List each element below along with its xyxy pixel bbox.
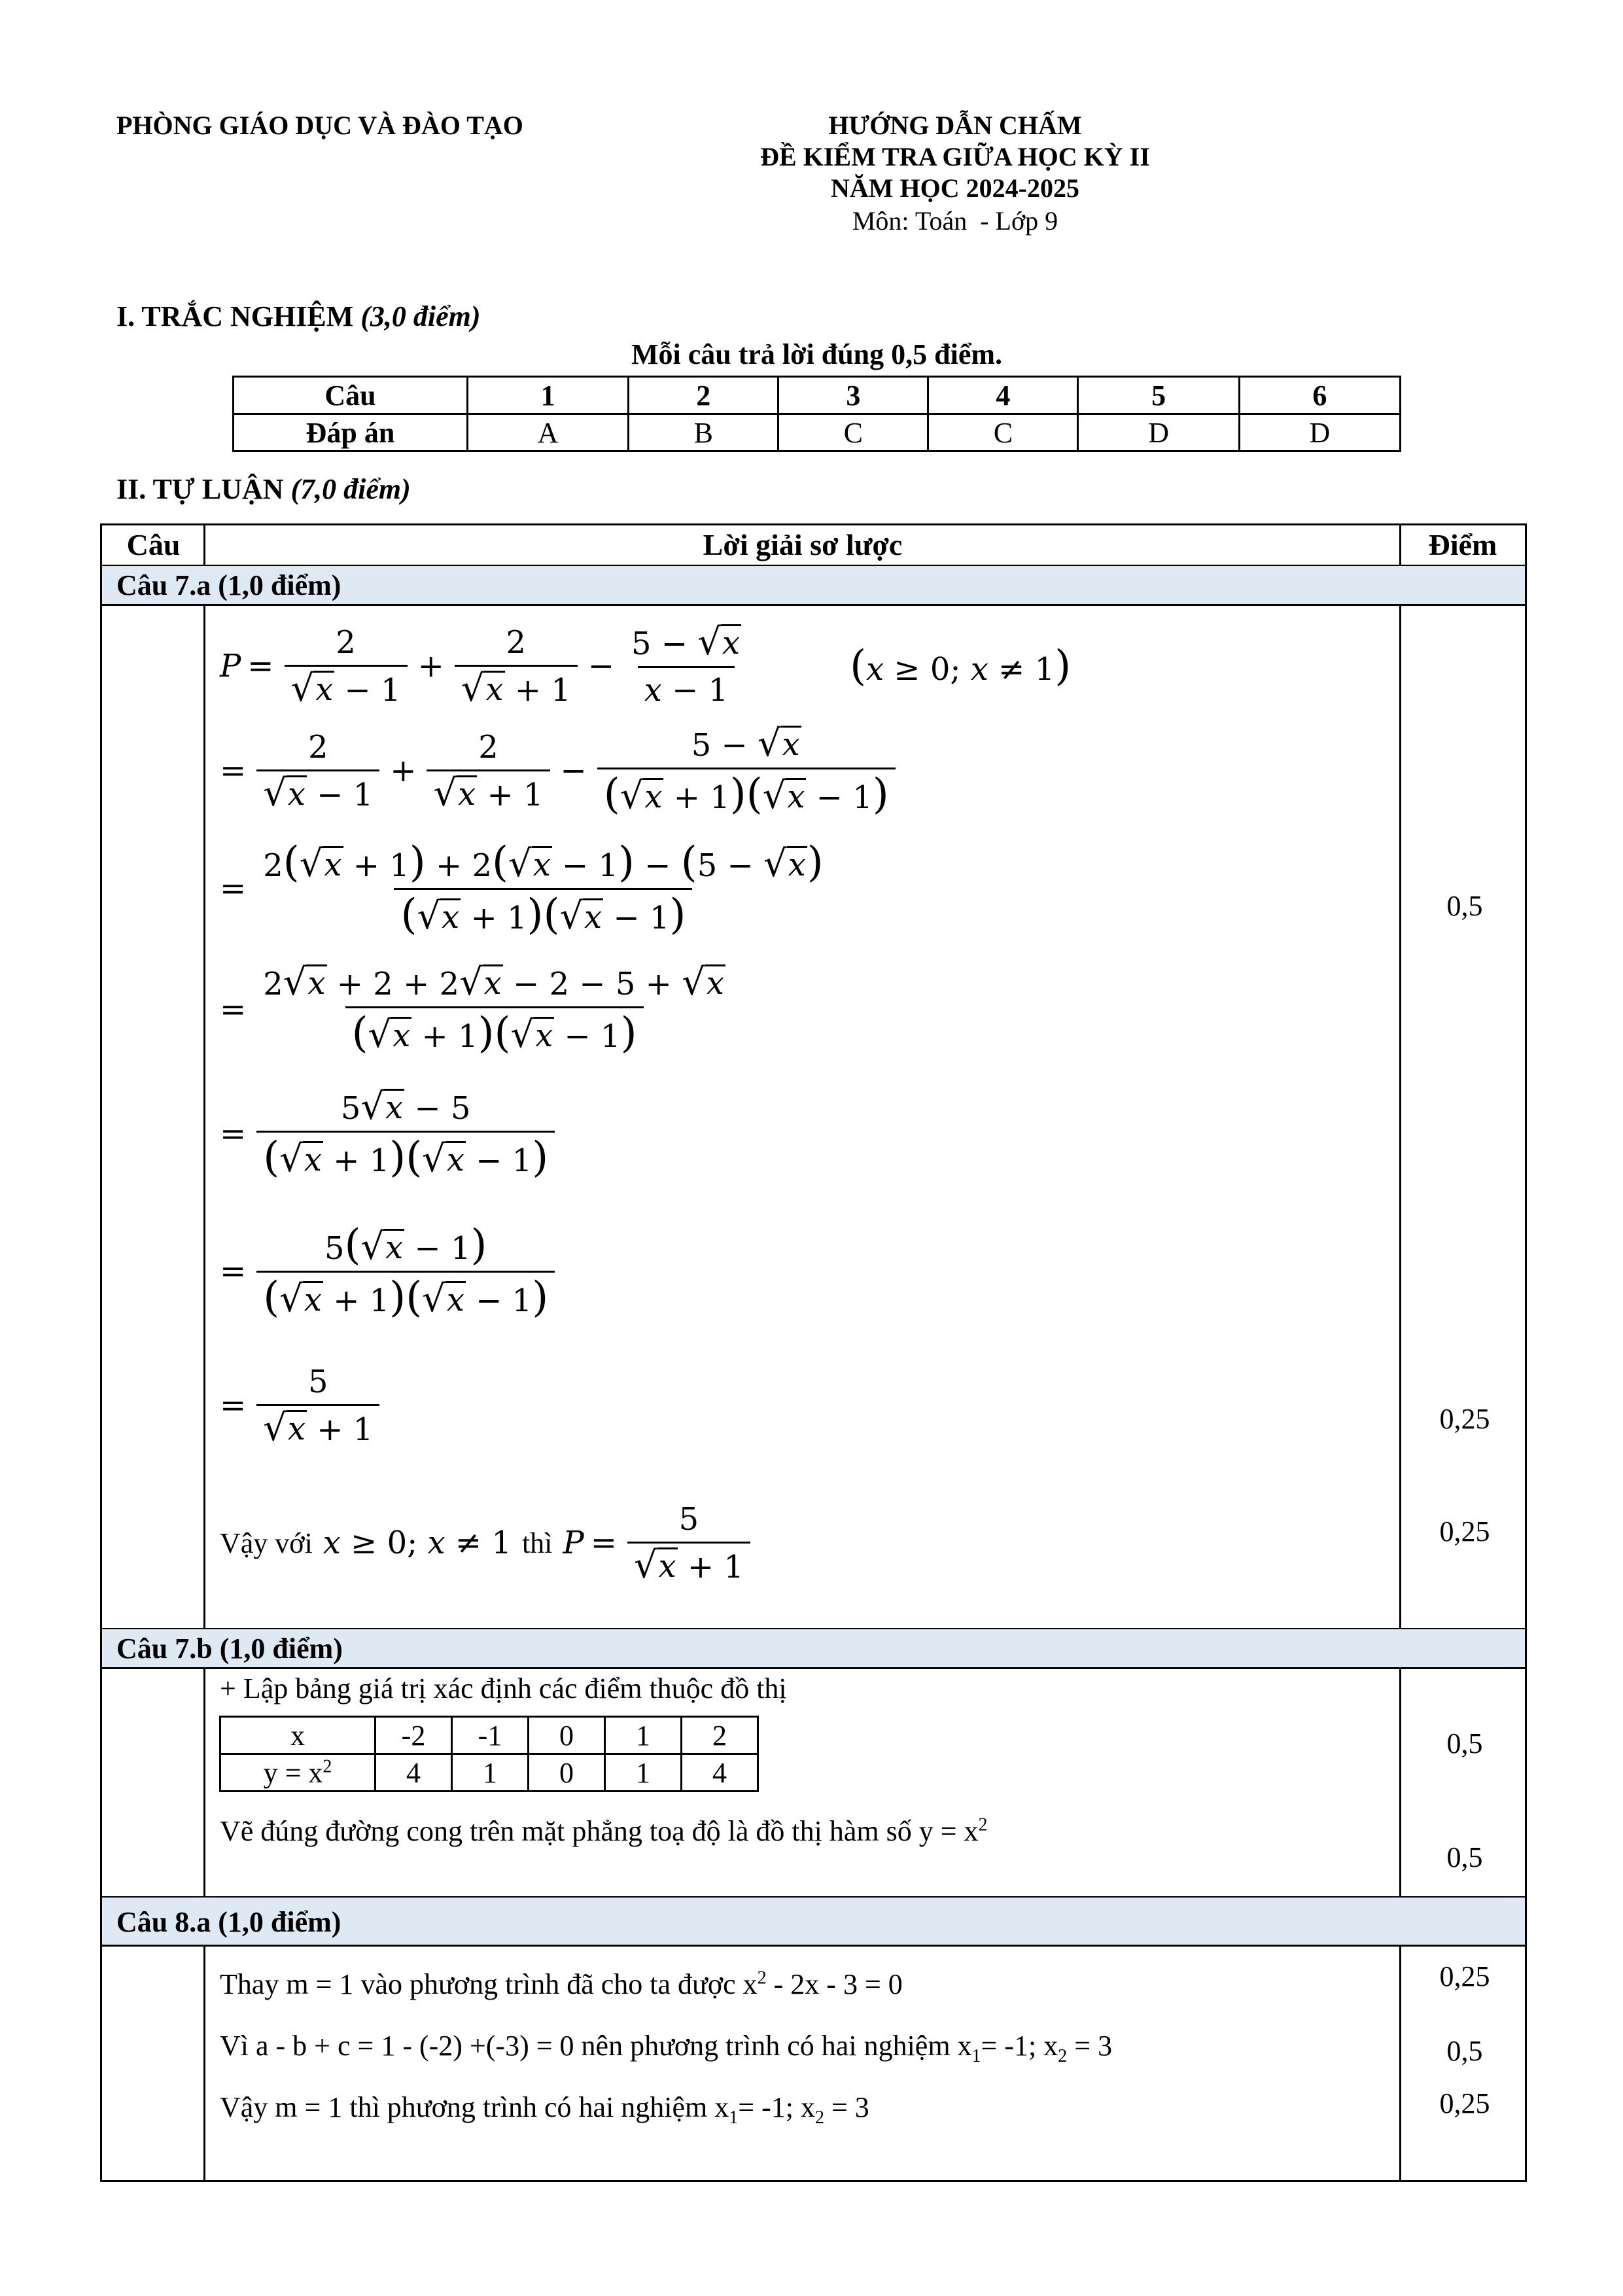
q8a-line-2-c: = 3: [1067, 2030, 1113, 2062]
q8a-line-1: Thay m = 1 vào phương trình đã cho ta được $x^2 - 2x - 3 = 0$: [220, 1968, 903, 2000]
x-value: -1: [452, 1717, 529, 1754]
q7b-intro: + Lập bảng giá trị xác định các điểm thuộc đồ thị: [220, 1672, 787, 1704]
doc-title: HƯỚNG DẪN CHẤM: [828, 111, 1082, 140]
mc-answer-1: A: [468, 414, 629, 451]
score-8a-1: 0,25: [1439, 1960, 1490, 1992]
heading-8a-text: Câu 8.a (1,0 điểm): [116, 1906, 341, 1938]
q8a-line-1-tail: - 2x - 3 = 0: [766, 1968, 903, 2000]
value-table: [219, 1716, 759, 1792]
col-header-question: Câu: [126, 528, 181, 561]
section-heading-7b: [102, 1629, 1525, 1667]
q8a-line-3: Vậy m = 1 thì phương trình có hai nghiệm $x_1= -1$; $x_2 = 3$: [220, 2091, 869, 2128]
multiple-choice-table: [232, 376, 1401, 452]
x-value: 0: [529, 1717, 605, 1754]
school-year: NĂM HỌC 2024-2025: [831, 173, 1079, 203]
subject-grade: Môn: Toán - Lớp 9: [852, 206, 1058, 236]
math-step-2: = 2 √ x − 1 + 2 √ x + 1 − 5 − √ x ( √ x + 1)( √ x − 1): [220, 722, 899, 820]
divider: [102, 1945, 1525, 1947]
mc-answer-4: C: [928, 414, 1078, 451]
col-header-score: Điểm: [1428, 528, 1497, 561]
section-heading-8a: [102, 1898, 1525, 1945]
y-label-text: y = x: [263, 1756, 323, 1789]
divider: [203, 1667, 205, 1896]
math-step-3: = 2( √ x + 1) + 2( √ x − 1) − (5 − √ x ) ( √ x + 1)( √ x − 1): [220, 838, 824, 939]
mc-answer-2: B: [629, 414, 778, 451]
mc-question-5: 5: [1078, 377, 1239, 414]
score-7a-1: 0,5: [1446, 890, 1483, 922]
x-value: 1: [605, 1717, 682, 1754]
value-table-x-label: x: [220, 1717, 375, 1754]
table-row: [234, 377, 1401, 414]
part2-points: (7,0 điểm): [290, 473, 411, 505]
q8a-line-2-b: = -1; x: [981, 2030, 1058, 2062]
col-header-solution: Lời giải sơ lược: [703, 528, 903, 561]
y-value: 4: [682, 1754, 758, 1792]
mc-answer-6: D: [1239, 414, 1400, 451]
y-value: 1: [605, 1754, 682, 1792]
y-value: 4: [375, 1754, 452, 1792]
department-name: PHÒNG GIÁO DỤC VÀ ĐÀO TẠO: [116, 111, 523, 140]
mc-row-label-question: Câu: [234, 377, 468, 414]
conclusion-prefix: Vậy với: [220, 1527, 313, 1559]
score-7b-2: 0,5: [1446, 1841, 1483, 1873]
mc-question-2: 2: [629, 377, 778, 414]
part1-note: Mỗi câu trả lời đúng 0,5 điểm.: [631, 338, 1003, 370]
table-row: [220, 1717, 758, 1754]
score-7a-2: 0,25: [1439, 1403, 1490, 1435]
q7b-draw-text: Vẽ đúng đường cong trên mặt phẳng toạ độ là đồ thị hàm số $y = x^2$: [220, 1814, 988, 1847]
divider: [203, 604, 205, 1628]
conclusion-7a: Vậy với x ≥ 0; x ≠ 1 thì P = 5 √ x + 1: [220, 1494, 754, 1592]
mc-answer-5: D: [1078, 414, 1239, 451]
heading-7b-text: Câu 7.b (1,0 điểm): [116, 1633, 343, 1665]
mc-question-3: 3: [778, 377, 928, 414]
score-8a-3: 0,25: [1439, 2087, 1490, 2119]
x-value: 2: [682, 1717, 758, 1754]
part2-title: [116, 472, 411, 506]
part2-title-text: II. TỰ LUẬN: [116, 473, 284, 505]
exam-title: ĐỀ KIỂM TRA GIỮA HỌC KỲ II: [760, 142, 1150, 171]
q8a-line-3-a: Vậy m = 1 thì phương trình có hai nghiệm x: [220, 2091, 729, 2123]
solution-table: [100, 523, 1527, 2182]
q8a-line-3-b: = -1; x: [738, 2091, 815, 2123]
divider: [102, 604, 1525, 606]
conclusion-mid: thì: [521, 1527, 553, 1559]
math-step-4: = 2 √ x + 2 + 2 √ x − 2 − 5 + √ x ( √ x + 1)( √ x − 1): [220, 961, 724, 1057]
part1-title-text: I. TRẮC NGHIỆM: [116, 300, 354, 332]
y-value: 1: [452, 1754, 529, 1792]
mc-question-1: 1: [468, 377, 629, 414]
table-row: [234, 414, 1401, 451]
value-table-y-label: $y = x^2$: [220, 1754, 375, 1792]
score-7b-1: 0,5: [1446, 1727, 1483, 1759]
q8a-line-1-text: Thay m = 1 vào phương trình đã cho ta được x: [220, 1968, 758, 2000]
mc-answer-3: C: [778, 414, 928, 451]
divider: [203, 1945, 205, 2180]
divider: [1399, 1945, 1401, 2180]
table-row: [220, 1754, 758, 1792]
divider: [102, 1667, 1525, 1669]
section-heading-7a: [102, 566, 1525, 604]
math-step-5: = 5 √ x − 5 ( √ x + 1)( √ x − 1): [220, 1082, 559, 1186]
math-step-6: = 5( √ x − 1) ( √ x + 1)( √ x − 1): [220, 1212, 559, 1330]
q7b-draw-text-body: Vẽ đúng đường cong trên mặt phẳng toạ độ là đồ thị hàm số y = x: [220, 1815, 979, 1847]
heading-7a-text: Câu 7.a (1,0 điểm): [116, 569, 341, 601]
math-step-7: = 5 √ x + 1: [220, 1356, 383, 1455]
divider: [1399, 1667, 1401, 1896]
part1-points: (3,0 điểm): [360, 300, 481, 332]
divider: [203, 525, 205, 566]
x-value: -2: [375, 1717, 452, 1754]
score-7a-3: 0,25: [1439, 1515, 1490, 1547]
part1-title: [116, 300, 481, 333]
score-8a-2: 0,5: [1446, 2035, 1483, 2067]
math-step-1: P = 2 √ x − 1 + 2 √ x + 1 − 5 − √ x x − 1 (x ≥ 0; x ≠ 1): [220, 620, 1072, 710]
mc-row-label-answer: Đáp án: [234, 414, 468, 451]
mc-question-6: 6: [1239, 377, 1400, 414]
divider: [1399, 525, 1401, 566]
part1-note-text: Mỗi câu trả lời đúng 0,5 điểm: [631, 338, 996, 370]
q8a-line-2-a: Vì a - b + c = 1 - (-2) +(-3) = 0 nên phương trình có hai nghiệm x: [220, 2030, 972, 2062]
q8a-line-2: Vì a - b + c = 1 - (-2) +(-3) = 0 nên phương trình có hai nghiệm $x_1= -1$; $x_2 = 3$: [220, 2030, 1113, 2066]
q8a-line-3-c: = 3: [824, 2091, 869, 2123]
divider: [1399, 604, 1401, 1628]
y-value: 0: [529, 1754, 605, 1792]
mc-question-4: 4: [928, 377, 1078, 414]
